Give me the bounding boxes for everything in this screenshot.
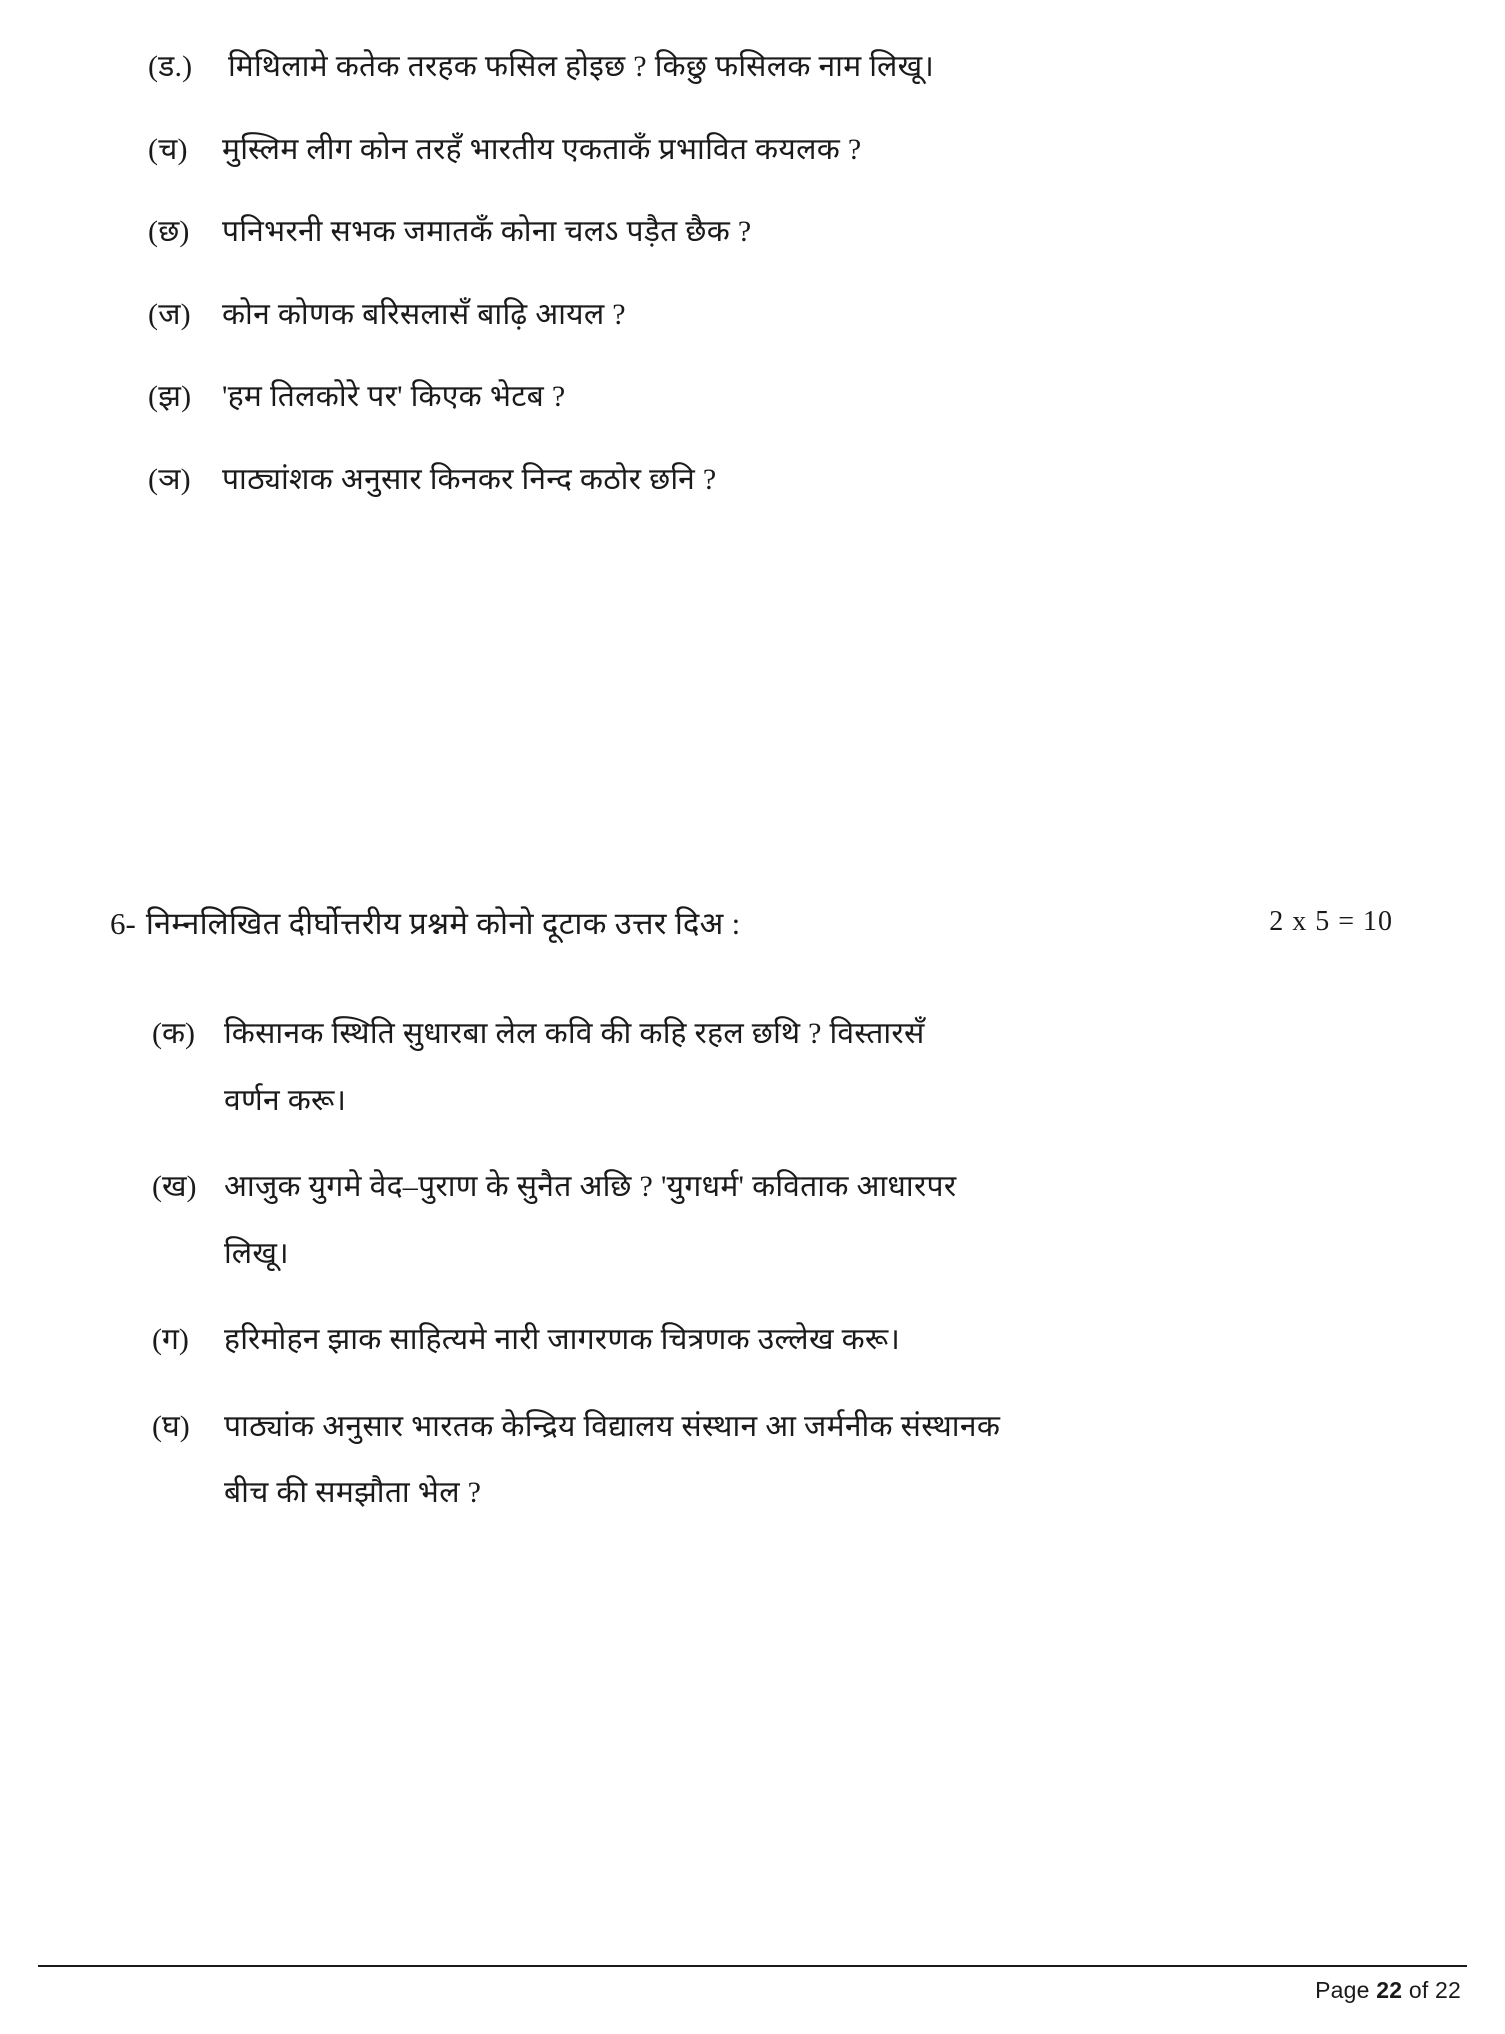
question-line-2: वर्णन करू। (224, 1083, 347, 1117)
question-text (224, 1011, 1505, 1124)
question-marker: (क) (152, 1017, 196, 1051)
question-6-header (0, 902, 1505, 945)
question-marker: (छ) (148, 215, 190, 249)
question-text (224, 1317, 1505, 1364)
question-marker: (ज) (148, 297, 191, 331)
question-text: मुस्लिम लीग कोन तरहँ भारतीय एकताकँ प्रभावित कयलक ? (222, 132, 862, 166)
page-number-label (38, 1977, 1467, 2004)
question-text: कोन कोणक बरिसलासँ बाढ़ि आयल ? (222, 297, 626, 331)
question-item (0, 1317, 1505, 1364)
question-text: मिथिलामे कतेक तरहक फसिल होइछ ? किछु फसिलक नाम लिखू। (228, 50, 935, 83)
footer-divider (38, 1965, 1467, 1967)
page-total: 22 (1435, 1977, 1461, 2003)
question-6-instruction: निम्नलिखित दीर्घोत्तरीय प्रश्नमे कोनो दूटाक उत्तर दिअ : (145, 906, 741, 941)
question-6-number: 6- (110, 906, 136, 941)
question-line-2: बीच की समझौता भेल ? (224, 1476, 482, 1510)
question-item (0, 1011, 1505, 1124)
question-text (224, 1164, 1505, 1277)
page-current: 22 (1376, 1977, 1403, 2003)
short-question-list (0, 46, 1505, 542)
question-item (0, 46, 1505, 89)
question-marker: (घ) (152, 1409, 190, 1443)
question-item (0, 129, 1505, 172)
question-item (0, 1164, 1505, 1277)
question-6-sub-list (0, 1011, 1505, 1517)
question-item (0, 1404, 1505, 1517)
question-6-marks: 2 x 5 = 10 (1269, 906, 1393, 937)
question-line-2: लिखू। (224, 1236, 289, 1270)
question-text (224, 1404, 1505, 1517)
question-text: पाठ्यांशक अनुसार किनकर निन्द कठोर छनि ? (222, 462, 717, 496)
question-line-1: पाठ्यांक अनुसार भारतक केन्द्रिय विद्यालय संस्थान आ जर्मनीक संस्थानक (224, 1409, 1001, 1443)
question-line-1: हरिमोहन झाक साहित्यमे नारी जागरणक चित्रणक उल्लेख करू। (224, 1323, 901, 1357)
question-marker: (ड.) (148, 50, 193, 83)
page-of-word: of (1408, 1977, 1429, 2003)
question-marker: (ञ) (148, 462, 191, 496)
question-marker: (च) (148, 132, 188, 166)
page-footer (38, 1965, 1467, 2004)
question-item (0, 211, 1505, 254)
long-question-section (0, 902, 1505, 1557)
question-item (0, 376, 1505, 419)
question-text: 'हम तिलकोरे पर' किएक भेटब ? (222, 380, 566, 414)
question-line-1: किसानक स्थिति सुधारबा लेल कवि की कहि रहल छथि ? विस्तारसँ (224, 1017, 925, 1051)
question-item (0, 459, 1505, 502)
question-marker: (ख) (152, 1170, 197, 1204)
question-text: पनिभरनी सभक जमातकँ कोना चलऽ पड़ैत छैक ? (222, 215, 752, 249)
question-item (0, 294, 1505, 337)
question-line-1: आजुक युगमे वेद–पुराण के सुनैत अछि ? 'युगधर्म' कविताक आधारपर (224, 1170, 957, 1204)
question-marker: (झ) (148, 380, 192, 414)
page-prefix: Page (1315, 1977, 1370, 2003)
question-marker: (ग) (152, 1323, 189, 1357)
